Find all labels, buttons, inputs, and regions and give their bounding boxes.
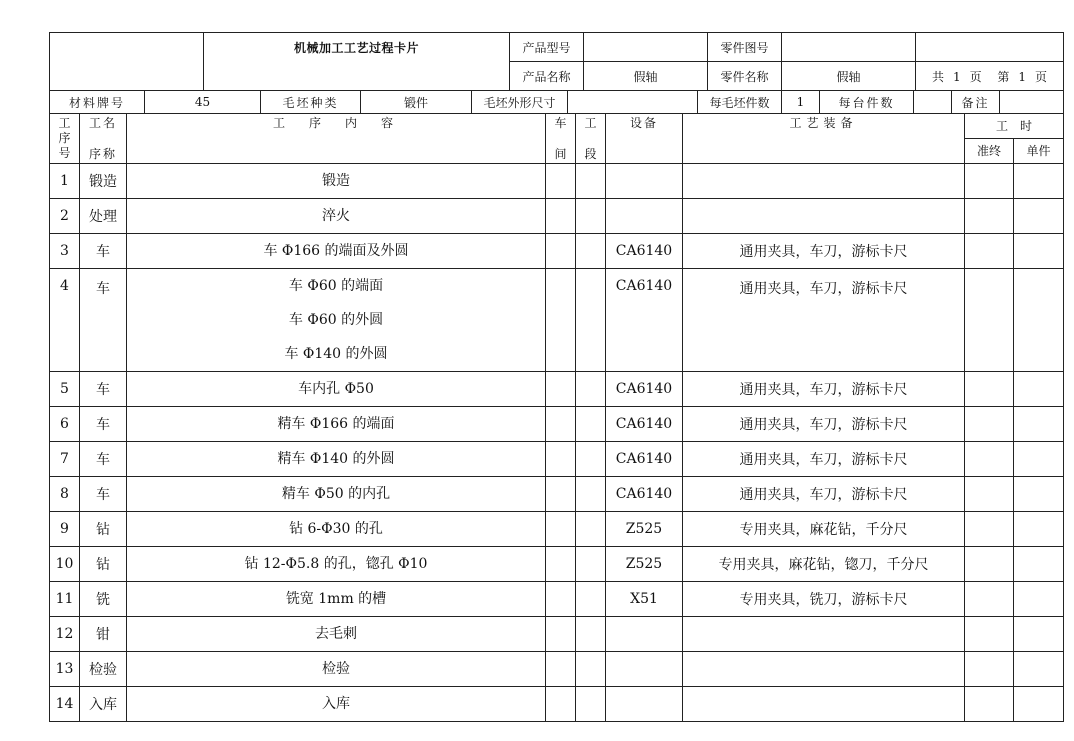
op-content (127, 372, 546, 407)
op-section (576, 442, 606, 477)
op-equipment (606, 164, 683, 199)
op-content (127, 199, 546, 234)
op-time-unit (1014, 442, 1064, 477)
op-content-line: 车 Φ60 的端面 (288, 278, 384, 294)
op-name: 入库 (80, 687, 127, 722)
op-section (576, 269, 606, 372)
op-name: 车 (80, 442, 127, 477)
op-section (576, 164, 606, 199)
op-tooling (683, 687, 965, 722)
op-workshop (546, 652, 576, 687)
header-blank-right (916, 33, 1064, 62)
op-tooling: 通用夹具，车刀，游标卡尺 (683, 269, 965, 372)
op-equipment: CA6140 (606, 269, 683, 372)
op-number: 14 (50, 687, 80, 722)
operation-row (50, 617, 1064, 652)
col-workshop (546, 114, 576, 164)
col-op-no-1: 工 (58, 116, 71, 130)
op-name: 钳 (80, 617, 127, 652)
op-time-setup (965, 372, 1014, 407)
process-card (49, 32, 1063, 722)
op-section (576, 617, 606, 652)
op-time-setup (965, 442, 1014, 477)
op-number: 9 (50, 512, 80, 547)
col-op-name (80, 114, 127, 164)
op-equipment (606, 617, 683, 652)
col-op-no (50, 114, 80, 164)
op-time-setup (965, 687, 1014, 722)
op-workshop (546, 442, 576, 477)
op-name: 车 (80, 407, 127, 442)
op-content-line: 精车 Φ166 的端面 (277, 416, 395, 432)
op-time-unit (1014, 477, 1064, 512)
op-time-unit (1014, 372, 1064, 407)
operations-table (49, 113, 1064, 722)
card-header (49, 32, 1064, 91)
op-workshop (546, 234, 576, 269)
op-time-unit (1014, 617, 1064, 652)
op-section (576, 582, 606, 617)
product-model-label: 产品型号 (510, 33, 584, 62)
part-name-label: 零件名称 (708, 62, 782, 91)
op-number: 12 (50, 617, 80, 652)
col-workshop-top: 车 (554, 116, 567, 130)
product-name-label: 产品名称 (510, 62, 584, 91)
col-equipment: 设备 (606, 114, 683, 164)
op-time-setup (965, 164, 1014, 199)
op-equipment (606, 687, 683, 722)
op-section (576, 372, 606, 407)
op-equipment: CA6140 (606, 407, 683, 442)
op-time-setup (965, 512, 1014, 547)
op-name: 钻 (80, 547, 127, 582)
op-equipment: CA6140 (606, 234, 683, 269)
op-time-setup (965, 652, 1014, 687)
parts-per-machine-value (914, 91, 952, 114)
op-name: 钻 (80, 512, 127, 547)
op-tooling (683, 617, 965, 652)
col-time-setup: 准终 (965, 139, 1014, 164)
op-tooling (683, 652, 965, 687)
op-content (127, 164, 546, 199)
part-name-value: 假轴 (782, 62, 916, 91)
op-equipment: CA6140 (606, 442, 683, 477)
parts-per-blank-label: 每毛坯件数 (698, 91, 782, 114)
op-section (576, 199, 606, 234)
card-title: 机械加工工艺过程卡片 (204, 33, 510, 91)
op-name: 铣 (80, 582, 127, 617)
parts-per-machine-label: 每台件数 (820, 91, 914, 114)
part-drawing-label: 零件图号 (708, 33, 782, 62)
material-row (49, 90, 1064, 114)
col-content: 工 序 内 容 (127, 114, 546, 164)
op-tooling: 通用夹具，车刀，游标卡尺 (683, 407, 965, 442)
op-time-unit (1014, 687, 1064, 722)
product-model-value (584, 33, 708, 62)
op-content-line: 钻 6-Φ30 的孔 (289, 521, 383, 537)
op-workshop (546, 617, 576, 652)
op-name: 检验 (80, 652, 127, 687)
col-workshop-bottom: 间 (554, 147, 567, 161)
op-time-setup (965, 199, 1014, 234)
op-equipment: CA6140 (606, 477, 683, 512)
col-time: 工 时 (965, 114, 1064, 139)
material-grade-value: 45 (145, 91, 261, 114)
op-content (127, 477, 546, 512)
op-content-line: 精车 Φ140 的外圆 (277, 451, 395, 467)
operation-row (50, 442, 1064, 477)
op-tooling: 通用夹具，车刀，游标卡尺 (683, 442, 965, 477)
op-tooling: 专用夹具，铣刀，游标卡尺 (683, 582, 965, 617)
col-tooling: 工艺装备 (683, 114, 965, 164)
op-content-line: 铣宽 1mm 的槽 (285, 591, 387, 607)
col-section (576, 114, 606, 164)
blank-type-value: 锻件 (361, 91, 472, 114)
operation-row (50, 199, 1064, 234)
op-tooling (683, 199, 965, 234)
op-equipment: CA6140 (606, 372, 683, 407)
op-workshop (546, 372, 576, 407)
op-section (576, 234, 606, 269)
op-time-unit (1014, 512, 1064, 547)
op-section (576, 477, 606, 512)
op-time-setup (965, 269, 1014, 372)
op-tooling: 专用夹具，麻花钻，千分尺 (683, 512, 965, 547)
op-time-setup (965, 617, 1014, 652)
op-number: 3 (50, 234, 80, 269)
op-time-unit (1014, 269, 1064, 372)
col-op-name-bottom: 序称 (88, 147, 117, 161)
operation-row (50, 372, 1064, 407)
operation-row (50, 547, 1064, 582)
op-number: 5 (50, 372, 80, 407)
op-workshop (546, 407, 576, 442)
op-workshop (546, 199, 576, 234)
op-number: 10 (50, 547, 80, 582)
op-content (127, 269, 546, 372)
page-total-value: 1 (953, 69, 961, 84)
op-content-line: 车 Φ166 的端面及外圆 (263, 243, 409, 259)
op-equipment: Z525 (606, 547, 683, 582)
part-drawing-value (782, 33, 916, 62)
op-content (127, 407, 546, 442)
col-op-no-2: 序 (58, 131, 71, 145)
blank-size-label: 毛坯外形尺寸 (472, 91, 568, 114)
page-current-prefix: 第 (997, 69, 1010, 84)
op-time-setup (965, 582, 1014, 617)
op-number: 1 (50, 164, 80, 199)
operations-body (50, 164, 1064, 722)
op-name: 车 (80, 234, 127, 269)
op-tooling: 通用夹具，车刀，游标卡尺 (683, 372, 965, 407)
op-time-unit (1014, 164, 1064, 199)
op-workshop (546, 687, 576, 722)
op-number: 4 (50, 269, 80, 372)
operation-row (50, 477, 1064, 512)
op-content (127, 547, 546, 582)
op-time-unit (1014, 199, 1064, 234)
blank-size-value (568, 91, 698, 114)
op-content (127, 582, 546, 617)
operation-row (50, 582, 1064, 617)
op-workshop (546, 582, 576, 617)
op-content-line: 淬火 (322, 208, 350, 224)
op-time-unit (1014, 407, 1064, 442)
op-number: 13 (50, 652, 80, 687)
op-time-setup (965, 234, 1014, 269)
op-content (127, 442, 546, 477)
operation-row (50, 512, 1064, 547)
op-content-line: 钻 12-Φ5.8 的孔，锪孔 Φ10 (244, 556, 428, 572)
op-workshop (546, 477, 576, 512)
op-content-line: 车 Φ60 的外圆 (288, 312, 384, 328)
op-content-line: 车内孔 Φ50 (298, 381, 374, 397)
op-equipment (606, 652, 683, 687)
op-time-setup (965, 477, 1014, 512)
op-tooling (683, 164, 965, 199)
op-section (576, 547, 606, 582)
page-unit: 页 (969, 69, 982, 84)
operation-row (50, 269, 1064, 372)
op-time-setup (965, 407, 1014, 442)
operation-row (50, 164, 1064, 199)
op-time-unit (1014, 547, 1064, 582)
op-content-line: 锻造 (322, 173, 350, 189)
op-tooling: 专用夹具，麻花钻，锪刀，千分尺 (683, 547, 965, 582)
col-section-top: 工 (584, 116, 597, 130)
op-content (127, 617, 546, 652)
op-time-unit (1014, 652, 1064, 687)
op-name: 锻造 (80, 164, 127, 199)
op-workshop (546, 512, 576, 547)
op-number: 2 (50, 199, 80, 234)
op-content (127, 687, 546, 722)
op-content (127, 512, 546, 547)
material-grade-label: 材料牌号 (50, 91, 145, 114)
op-tooling: 通用夹具，车刀，游标卡尺 (683, 477, 965, 512)
op-section (576, 407, 606, 442)
blank-type-label: 毛坯种类 (261, 91, 361, 114)
op-number: 7 (50, 442, 80, 477)
op-content (127, 652, 546, 687)
op-content-line: 入库 (322, 696, 350, 712)
col-op-name-top: 工名 (88, 116, 117, 130)
op-content-line: 车 Φ140 的外圆 (284, 346, 388, 362)
header-blank-left (50, 33, 204, 91)
op-section (576, 652, 606, 687)
op-time-unit (1014, 582, 1064, 617)
page-unit-2: 页 (1035, 69, 1048, 84)
page-current-value: 1 (1018, 69, 1026, 84)
op-content (127, 234, 546, 269)
op-equipment (606, 199, 683, 234)
parts-per-blank-value: 1 (782, 91, 820, 114)
op-workshop (546, 269, 576, 372)
op-name: 处理 (80, 199, 127, 234)
op-number: 11 (50, 582, 80, 617)
op-time-unit (1014, 234, 1064, 269)
op-section (576, 687, 606, 722)
operation-row (50, 407, 1064, 442)
product-name-value: 假轴 (584, 62, 708, 91)
col-time-unit: 单件 (1014, 139, 1064, 164)
operation-row (50, 687, 1064, 722)
op-name: 车 (80, 269, 127, 372)
op-name: 车 (80, 477, 127, 512)
operation-row (50, 652, 1064, 687)
op-section (576, 512, 606, 547)
page-total-prefix: 共 (931, 69, 944, 84)
op-equipment: Z525 (606, 512, 683, 547)
op-number: 8 (50, 477, 80, 512)
remark-label: 备注 (952, 91, 1000, 114)
op-equipment: X51 (606, 582, 683, 617)
op-time-setup (965, 547, 1014, 582)
op-tooling: 通用夹具，车刀，游标卡尺 (683, 234, 965, 269)
op-content-line: 检验 (322, 661, 350, 677)
page-counter (916, 62, 1064, 91)
op-workshop (546, 164, 576, 199)
operation-row (50, 234, 1064, 269)
op-workshop (546, 547, 576, 582)
col-op-no-3: 号 (58, 146, 71, 160)
op-content-line: 精车 Φ50 的内孔 (281, 486, 391, 502)
col-section-bottom: 段 (584, 147, 597, 161)
op-name: 车 (80, 372, 127, 407)
op-content-line: 去毛刺 (315, 626, 357, 642)
remark-value (1000, 91, 1064, 114)
op-number: 6 (50, 407, 80, 442)
